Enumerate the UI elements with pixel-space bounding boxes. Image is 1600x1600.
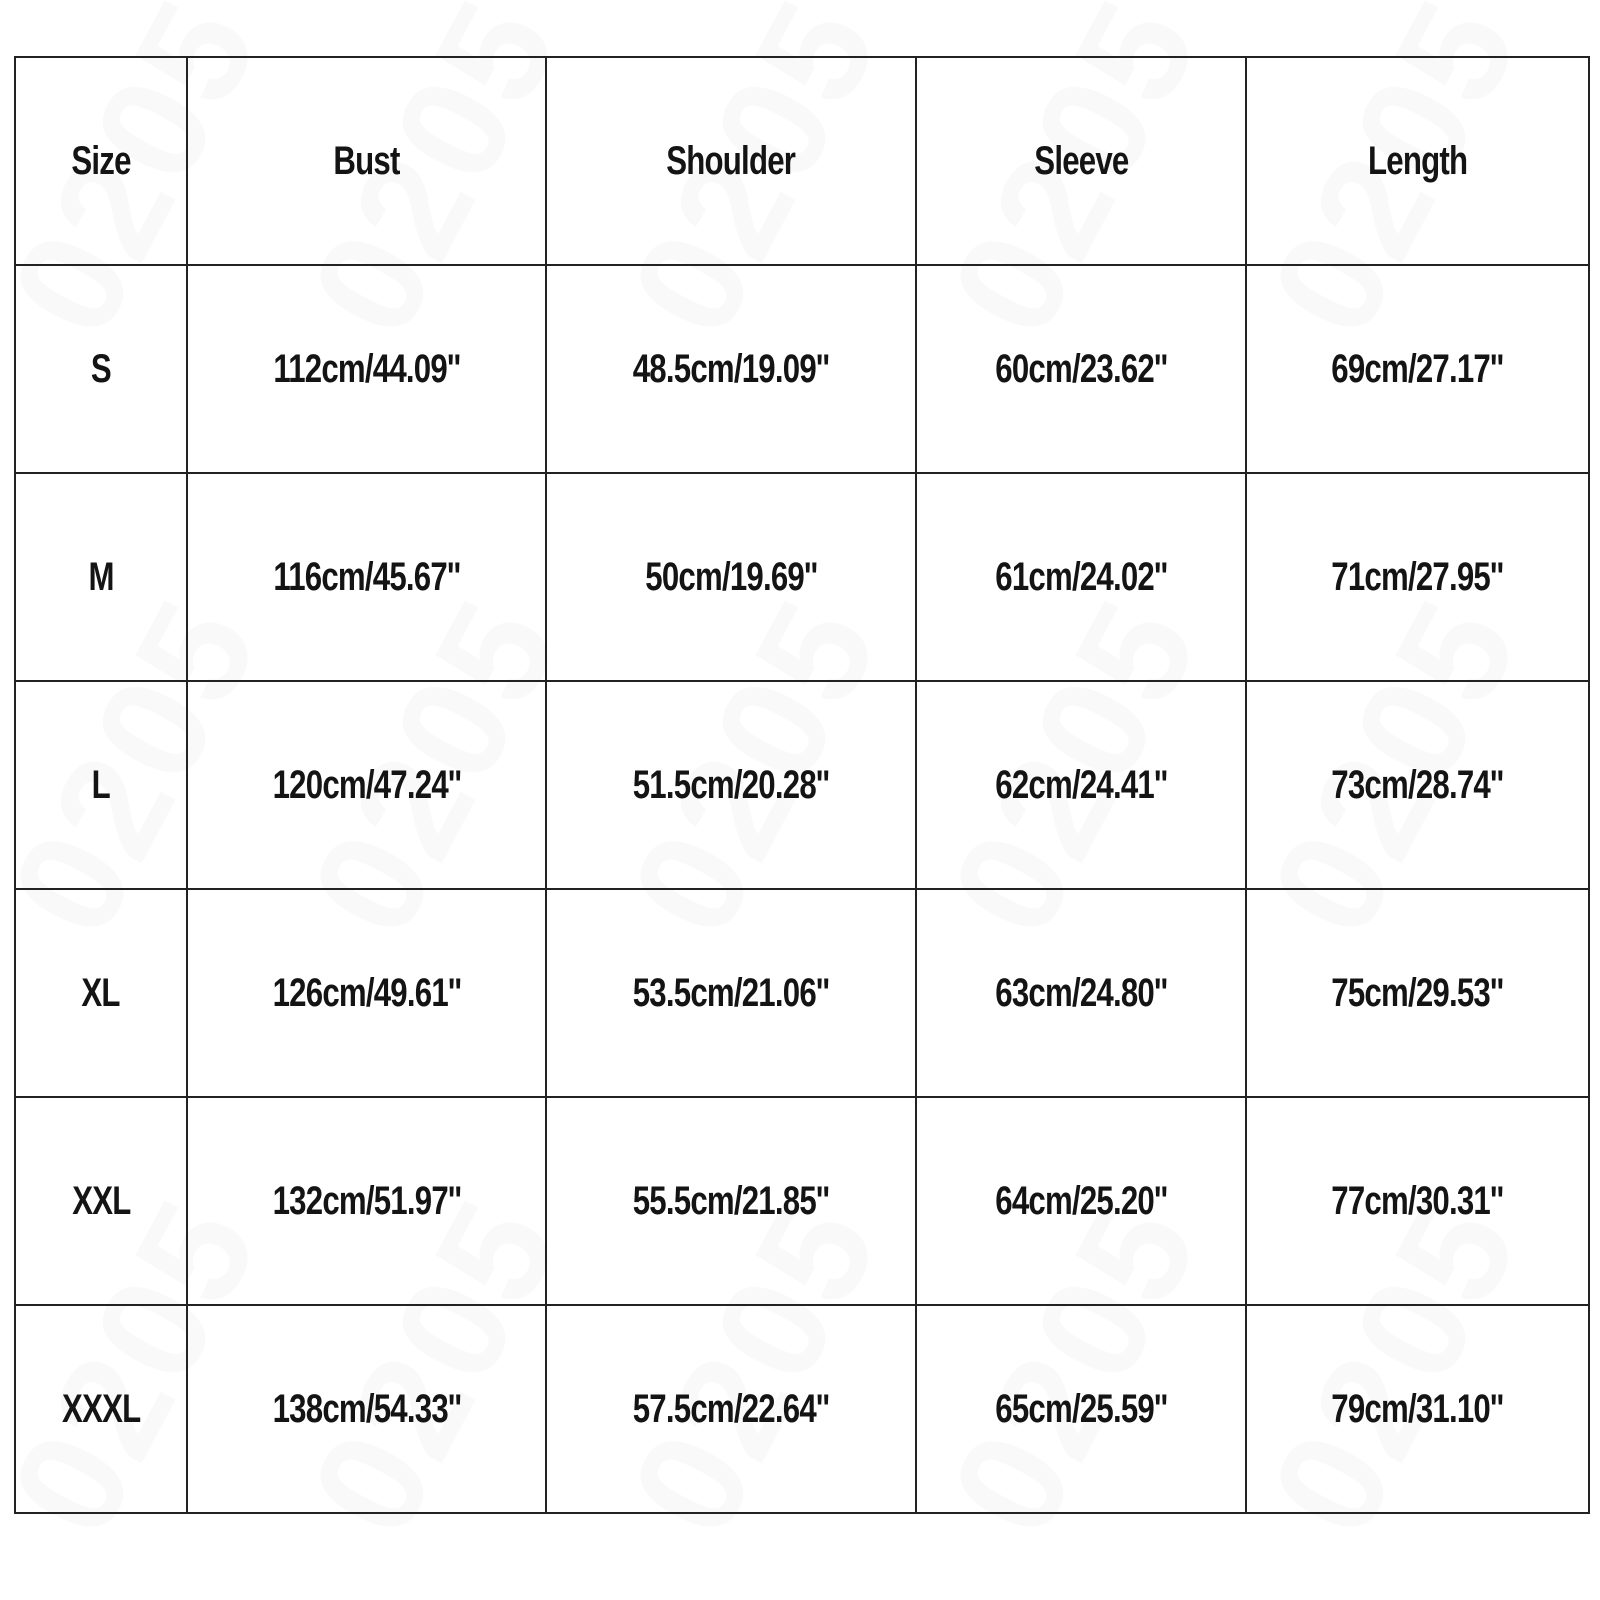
size-cell bbox=[15, 473, 187, 681]
header-size bbox=[15, 57, 187, 265]
bust-cell bbox=[187, 265, 546, 473]
sleeve-cell bbox=[916, 1305, 1246, 1513]
table-row bbox=[15, 265, 1589, 473]
cell-value: 120cm/47.24'' bbox=[272, 762, 461, 807]
table-row bbox=[15, 681, 1589, 889]
length-cell bbox=[1246, 1097, 1589, 1305]
table-row bbox=[15, 473, 1589, 681]
shoulder-cell bbox=[546, 1305, 916, 1513]
header-length bbox=[1246, 57, 1589, 265]
cell-value: 63cm/24.80'' bbox=[994, 970, 1168, 1015]
cell-value: 116cm/45.67'' bbox=[273, 554, 460, 599]
cell-value: 69cm/27.17'' bbox=[1331, 346, 1504, 391]
cell-value: 73cm/28.74'' bbox=[1331, 762, 1504, 807]
shoulder-cell bbox=[546, 473, 916, 681]
cell-value: 48.5cm/19.09'' bbox=[632, 346, 830, 391]
sleeve-cell bbox=[916, 889, 1246, 1097]
header-label: Sleeve bbox=[1033, 138, 1129, 183]
cell-value: 55.5cm/21.85'' bbox=[632, 1178, 830, 1223]
shoulder-cell bbox=[546, 681, 916, 889]
table-row bbox=[15, 1097, 1589, 1305]
cell-value: 138cm/54.33'' bbox=[272, 1386, 461, 1431]
length-cell bbox=[1246, 681, 1589, 889]
bust-cell bbox=[187, 889, 546, 1097]
cell-value: 75cm/29.53'' bbox=[1331, 970, 1504, 1015]
sleeve-cell bbox=[916, 1097, 1246, 1305]
cell-value: 64cm/25.20'' bbox=[994, 1178, 1168, 1223]
length-cell bbox=[1246, 473, 1589, 681]
shoulder-cell bbox=[546, 1097, 916, 1305]
shoulder-cell bbox=[546, 265, 916, 473]
length-cell bbox=[1246, 1305, 1589, 1513]
cell-value: 61cm/24.02'' bbox=[994, 554, 1168, 599]
cell-value: 50cm/19.69'' bbox=[644, 554, 818, 599]
cell-value: 79cm/31.10'' bbox=[1331, 1386, 1504, 1431]
size-cell bbox=[15, 681, 187, 889]
length-cell bbox=[1246, 265, 1589, 473]
length-cell bbox=[1246, 889, 1589, 1097]
cell-value: 112cm/44.09'' bbox=[273, 346, 460, 391]
cell-value: XXXL bbox=[61, 1386, 141, 1431]
header-shoulder bbox=[546, 57, 916, 265]
sleeve-cell bbox=[916, 265, 1246, 473]
cell-value: S bbox=[90, 346, 112, 391]
header-sleeve bbox=[916, 57, 1246, 265]
table-row bbox=[15, 889, 1589, 1097]
header-label: Size bbox=[71, 138, 131, 183]
cell-value: 132cm/51.97'' bbox=[272, 1178, 461, 1223]
cell-value: XXL bbox=[71, 1178, 131, 1223]
size-cell bbox=[15, 1097, 187, 1305]
header-label: Bust bbox=[333, 138, 400, 183]
cell-value: 60cm/23.62'' bbox=[994, 346, 1168, 391]
table-row bbox=[15, 1305, 1589, 1513]
header-label: Length bbox=[1367, 138, 1468, 183]
cell-value: 65cm/25.59'' bbox=[994, 1386, 1168, 1431]
cell-value: 62cm/24.41'' bbox=[994, 762, 1168, 807]
cell-value: 51.5cm/20.28'' bbox=[632, 762, 830, 807]
cell-value: 53.5cm/21.06'' bbox=[632, 970, 830, 1015]
size-chart-table bbox=[14, 56, 1590, 1514]
cell-value: M bbox=[88, 554, 114, 599]
size-cell bbox=[15, 265, 187, 473]
header-row bbox=[15, 57, 1589, 265]
cell-value: 71cm/27.95'' bbox=[1331, 554, 1504, 599]
cell-value: 57.5cm/22.64'' bbox=[632, 1386, 830, 1431]
cell-value: L bbox=[91, 762, 111, 807]
bust-cell bbox=[187, 1097, 546, 1305]
sleeve-cell bbox=[916, 473, 1246, 681]
size-cell bbox=[15, 889, 187, 1097]
bust-cell bbox=[187, 473, 546, 681]
sleeve-cell bbox=[916, 681, 1246, 889]
size-cell bbox=[15, 1305, 187, 1513]
cell-value: XL bbox=[81, 970, 121, 1015]
shoulder-cell bbox=[546, 889, 916, 1097]
cell-value: 77cm/30.31'' bbox=[1331, 1178, 1504, 1223]
bust-cell bbox=[187, 681, 546, 889]
bust-cell bbox=[187, 1305, 546, 1513]
header-bust bbox=[187, 57, 546, 265]
cell-value: 126cm/49.61'' bbox=[272, 970, 461, 1015]
header-label: Shoulder bbox=[666, 138, 796, 183]
